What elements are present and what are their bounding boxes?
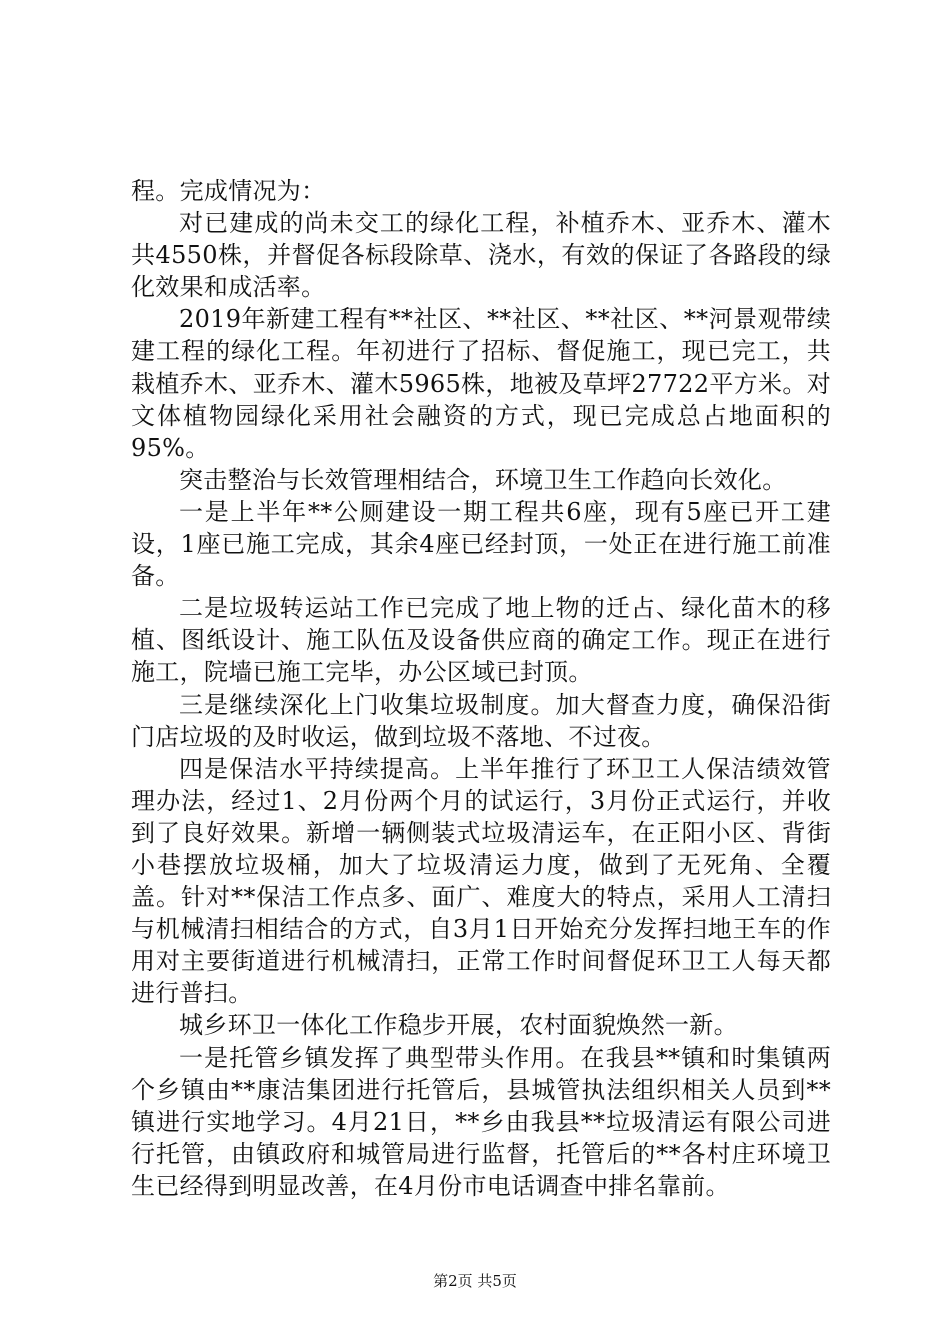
page-number: 第2页 共5页 (433, 1272, 517, 1290)
page-footer (0, 1271, 950, 1291)
paragraph-new-projects-2019: 2019年新建工程有**社区、**社区、**社区、**河景观带续建工程的绿化工程。年初进行了招标、督促施工，现已完工，共栽植乔木、亚乔木、灌木5965株，地被及草坪27722平方米。对文体植物园绿化采用社会融资的方式，现已完成总占地面积的95%。 (131, 305, 831, 462)
paragraph-continuation: 程。完成情况为： (131, 177, 326, 205)
paragraph-transfer-station: 二是垃圾转运站工作已完成了地上物的迁占、绿化苗木的移植、图纸设计、施工队伍及设备供应商的确定工作。现正在进行施工，院墙已施工完毕，办公区域已封顶。 (131, 594, 831, 687)
paragraph-urban-rural-heading: 城乡环卫一体化工作稳步开展，农村面貌焕然一新。 (179, 1011, 738, 1040)
paragraph-sanitation-heading: 突击整治与长效管理相结合，环境卫生工作趋向长效化。 (179, 465, 787, 494)
paragraph-door-to-door-collection: 三是继续深化上门收集垃圾制度。加大督查力度，确保沿街门店垃圾的及时收运，做到垃圾不落地、不过夜。 (131, 690, 831, 751)
paragraph-greening-completed: 对已建成的尚未交工的绿化工程，补植乔木、亚乔木、灌木共4550株，并督促各标段除草、浇水，有效的保证了各路段的绿化效果和成活率。 (131, 209, 831, 302)
paragraph-cleaning-level: 四是保洁水平持续提高。上半年推行了环卫工人保洁绩效管理办法，经过1、2月份两个月的试运行，3月份正式运行，并收到了良好效果。新增一辆侧装式垃圾清运车，在正阳小区、背街小巷摆放垃圾桶，加大了垃圾清运力度，做到了无死角、全覆盖。针对**保洁工作点多、面广、难度大的特点，采用人工清扫与机械清扫相结合的方式，自3月1日开始充分发挥扫地王车的作用对主要街道进行机械清扫，正常工作时间督促环卫工人每天都进行普扫。 (131, 754, 831, 1008)
document-body (131, 175, 831, 1202)
paragraph-public-toilets: 一是上半年**公厕建设一期工程共6座，现有5座已开工建设，1座已施工完成，其余4座已经封顶，一处正在进行施工前准备。 (131, 497, 831, 591)
paragraph-township-trusteeship: 一是托管乡镇发挥了典型带头作用。在我县**镇和时集镇两个乡镇由**康洁集团进行托管后，县城管执法组织相关人员到**镇进行实地学习。4月21日，**乡由我县**垃圾清运有限公司进行托管，由镇政府和城管局进行监督，托管后的**各村庄环境卫生已经得到明显改善，在4月份市电话调查中排名靠前。 (131, 1043, 831, 1200)
